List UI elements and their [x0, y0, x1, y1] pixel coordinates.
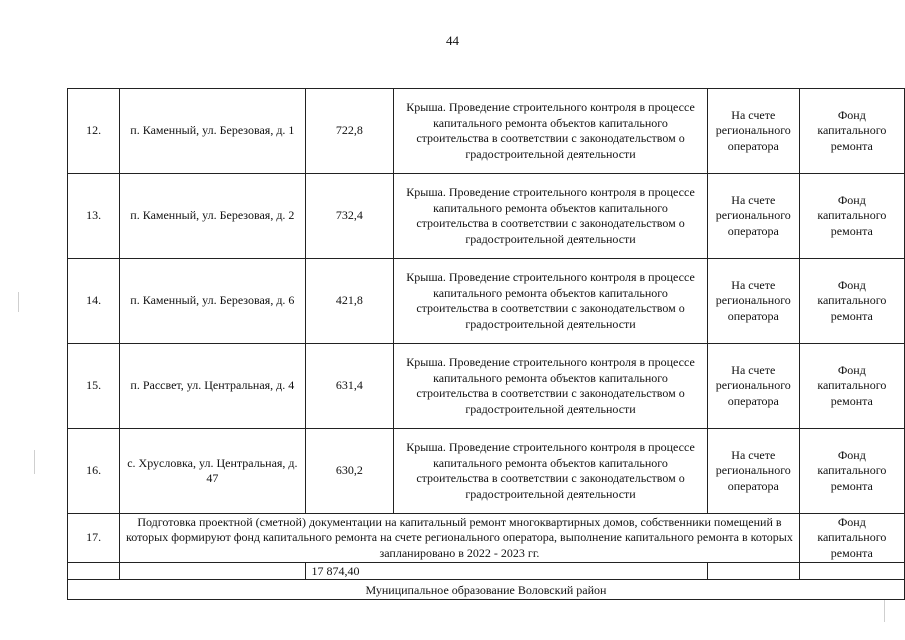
row-number: 17.: [68, 514, 120, 563]
account-cell: На счете регионального оператора: [707, 89, 799, 174]
table-row-17: [68, 514, 905, 563]
account-cell: На счете регионального оператора: [707, 259, 799, 344]
municipality-row: [68, 580, 905, 600]
work-description-cell: Крыша. Проведение строительного контроля в процессе капитального ремонта объектов капитального строительства в соответствии с законодательством о градостроительной деятельности: [394, 174, 708, 259]
work-description-cell: Крыша. Проведение строительного контроля в процессе капитального ремонта объектов капитального строительства в соответствии с законодательством о градостроительной деятельности: [394, 259, 708, 344]
table-row: [68, 344, 905, 429]
address-cell: п. Рассвет, ул. Центральная, д. 4: [120, 344, 305, 429]
row-number: 13.: [68, 174, 120, 259]
area-cell: 630,2: [305, 429, 394, 514]
work-description-cell: Крыша. Проведение строительного контроля в процессе капитального ремонта объектов капитального строительства в соответствии с законодательством о градостроительной деятельности: [394, 344, 708, 429]
table-row: [68, 259, 905, 344]
row-number: 16.: [68, 429, 120, 514]
total-area-cell: 17 874,40: [305, 563, 707, 580]
area-cell: 631,4: [305, 344, 394, 429]
empty-cell: [707, 563, 799, 580]
area-cell: 732,4: [305, 174, 394, 259]
address-cell: п. Каменный, ул. Березовая, д. 6: [120, 259, 305, 344]
repair-plan-table: [67, 88, 905, 600]
design-documentation-cell: Подготовка проектной (сметной) документации на капитальный ремонт многоквартирных домов, собственники помещений в которых формируют фонд капитального ремонта на счете регионального оператора, выполнение капитального ремонта в которых запланировано в 2022 - 2023 гг.: [120, 514, 799, 563]
empty-cell: [120, 563, 305, 580]
area-cell: 421,8: [305, 259, 394, 344]
funding-source-cell: Фонд капитального ремонта: [799, 344, 904, 429]
empty-cell: [799, 563, 904, 580]
table-row: [68, 429, 905, 514]
work-description-cell: Крыша. Проведение строительного контроля в процессе капитального ремонта объектов капитального строительства в соответствии с законодательством о градостроительной деятельности: [394, 429, 708, 514]
scan-margin-mark: [34, 450, 35, 474]
area-cell: 722,8: [305, 89, 394, 174]
address-cell: п. Каменный, ул. Березовая, д. 1: [120, 89, 305, 174]
scan-margin-mark: [18, 292, 19, 312]
scan-margin-mark: [884, 600, 885, 622]
table-row: [68, 89, 905, 174]
total-row: [68, 563, 905, 580]
funding-source-cell: Фонд капитального ремонта: [799, 174, 904, 259]
municipality-heading: Муниципальное образование Воловский район: [68, 580, 905, 600]
funding-source-cell: Фонд капитального ремонта: [799, 89, 904, 174]
account-cell: На счете регионального оператора: [707, 174, 799, 259]
funding-source-cell: Фонд капитального ремонта: [799, 429, 904, 514]
work-description-cell: Крыша. Проведение строительного контроля в процессе капитального ремонта объектов капитального строительства в соответствии с законодательством о градостроительной деятельности: [394, 89, 708, 174]
row-number: 15.: [68, 344, 120, 429]
table-row: [68, 174, 905, 259]
address-cell: п. Каменный, ул. Березовая, д. 2: [120, 174, 305, 259]
account-cell: На счете регионального оператора: [707, 429, 799, 514]
row-number: 12.: [68, 89, 120, 174]
address-cell: с. Хрусловка, ул. Центральная, д. 47: [120, 429, 305, 514]
page-number: 44: [446, 33, 459, 48]
empty-cell: [68, 563, 120, 580]
account-cell: На счете регионального оператора: [707, 344, 799, 429]
funding-source-cell: Фонд капитального ремонта: [799, 259, 904, 344]
row-number: 14.: [68, 259, 120, 344]
funding-source-cell: Фонд капитального ремонта: [799, 514, 904, 563]
